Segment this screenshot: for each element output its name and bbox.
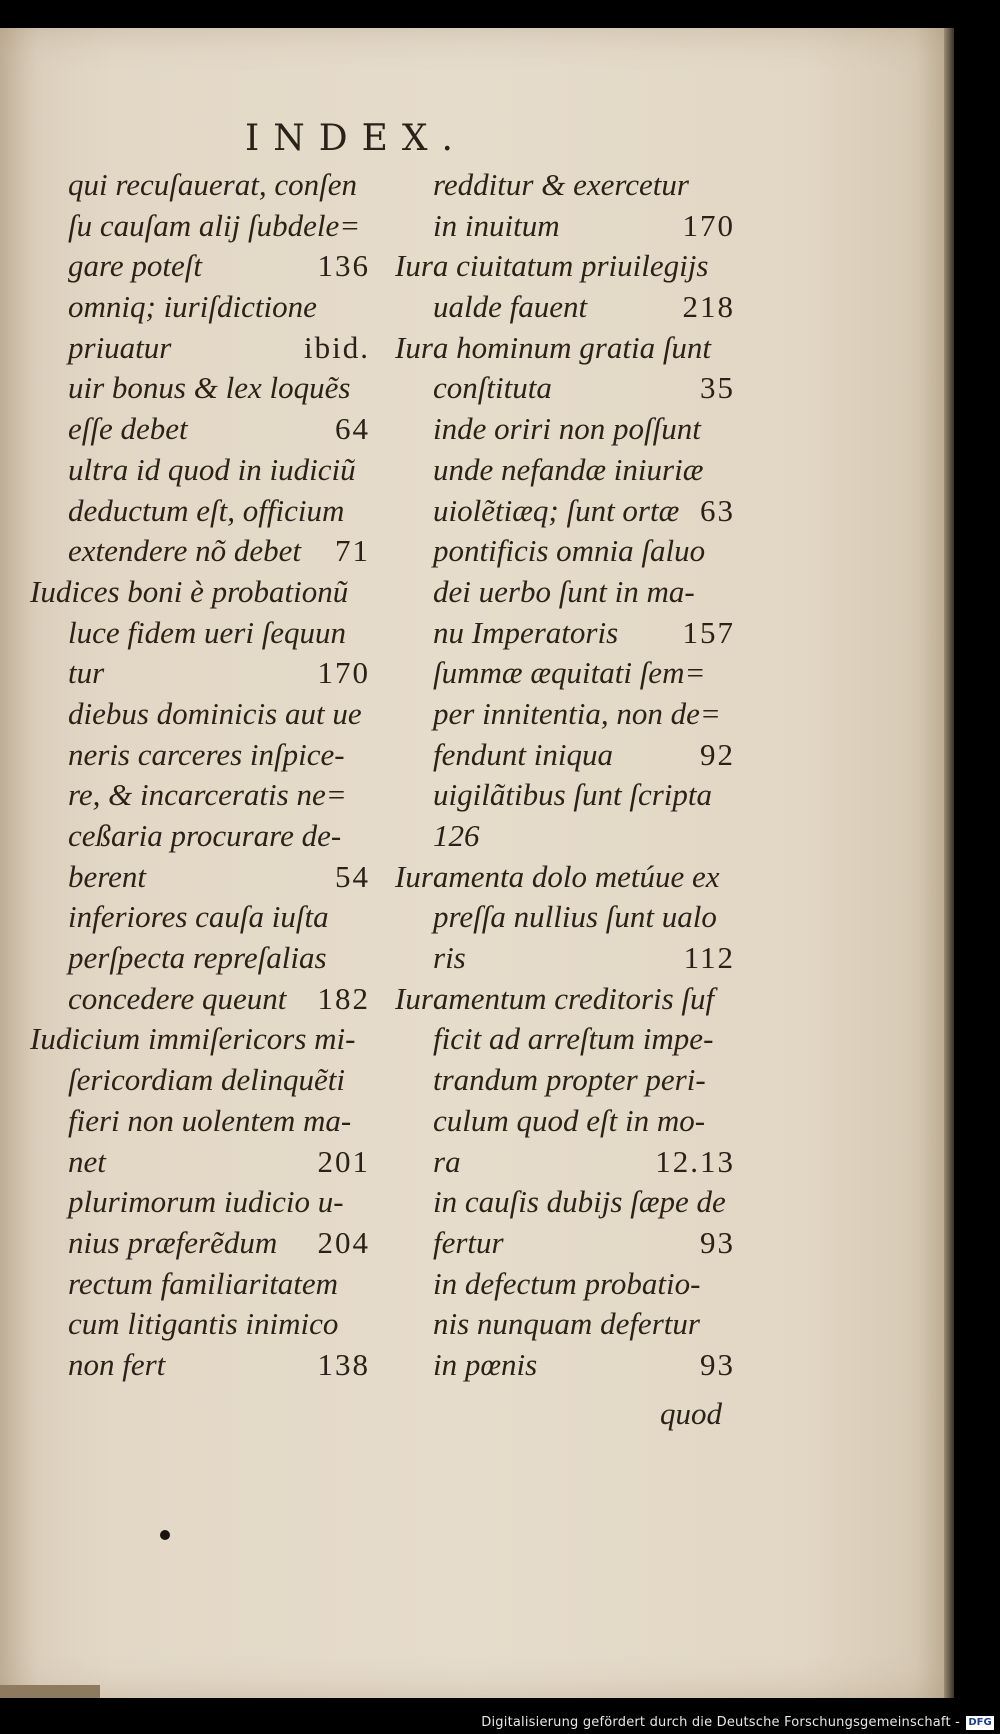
index-entry — [395, 165, 735, 206]
index-entry — [395, 1182, 735, 1223]
entry-text: in inuitum — [433, 207, 560, 243]
index-entry — [395, 450, 735, 491]
entry-text: fendunt iniqua — [433, 736, 613, 772]
page-edge — [944, 28, 954, 1698]
index-entry — [395, 653, 735, 694]
index-entry — [395, 1060, 735, 1101]
entry-page-number: 112 — [683, 940, 735, 976]
footer-credit: Digitalisierung gefördert durch die Deutsche Forschungsgemeinschaft - — [481, 1715, 960, 1730]
entry-page-number: 204 — [317, 1224, 370, 1260]
entry-text: inde oriri non poſſunt — [433, 411, 701, 447]
index-entry — [395, 246, 735, 287]
index-entry — [30, 653, 370, 694]
index-entry — [395, 775, 735, 816]
entry-text: ualde fauent — [433, 289, 588, 325]
entry-text: in cauſis dubijs ſæpe de — [433, 1184, 726, 1220]
entry-page-number: 170 — [317, 655, 370, 691]
entry-text: extendere nõ debet — [68, 533, 301, 569]
entry-text: ſummæ æquitati ſem= — [433, 655, 706, 691]
index-entry — [30, 1182, 370, 1223]
catchword: quod — [660, 1396, 722, 1431]
index-entry — [30, 328, 370, 369]
entry-page-number: 92 — [700, 736, 735, 772]
entry-page-number: 201 — [317, 1143, 370, 1179]
index-entry — [395, 857, 735, 898]
entry-text: nu Imperatoris — [433, 614, 619, 650]
entry-page-number: 136 — [317, 248, 370, 284]
index-entry — [395, 816, 735, 857]
entry-page-number: ibid. — [304, 329, 370, 365]
entry-text: Iura hominum gratia ſunt — [395, 329, 712, 365]
index-entry — [395, 938, 735, 979]
entry-page-number: 35 — [700, 370, 735, 406]
index-entry — [395, 206, 735, 247]
entry-page-number: 170 — [682, 207, 735, 243]
index-entry — [30, 368, 370, 409]
index-entry — [30, 206, 370, 247]
entry-page-number: 138 — [317, 1346, 370, 1382]
index-entry — [395, 531, 735, 572]
entry-page-number: 64 — [335, 411, 370, 447]
page-header: INDEX. — [245, 118, 467, 159]
entry-text: eſſe debet — [68, 411, 188, 447]
index-entry — [395, 1304, 735, 1345]
entry-text: net — [68, 1143, 106, 1179]
entry-text: pontificis omnia ſaluo — [433, 533, 706, 569]
index-entry — [30, 613, 370, 654]
entry-text: Iudicium immiſericors mi- — [30, 1021, 356, 1057]
entry-text: luce fidem ueri ſequun — [68, 614, 347, 650]
entry-text: Iudices boni è probationũ — [30, 573, 349, 609]
index-entry — [30, 735, 370, 776]
index-entry — [30, 857, 370, 898]
footer-bar — [0, 1698, 1000, 1734]
entry-text: ultra id quod in iudiciũ — [68, 451, 356, 487]
entry-text: redditur & exercetur — [433, 167, 689, 202]
index-entry — [395, 368, 735, 409]
entry-text: uir bonus & lex loquẽs — [68, 370, 351, 406]
index-entry — [395, 287, 735, 328]
entry-text: Iuramentum creditoris ſuf — [395, 980, 715, 1016]
entry-page-number: 218 — [682, 289, 735, 325]
index-entry — [395, 1019, 735, 1060]
entry-text: fieri non uolentem ma- — [68, 1102, 352, 1138]
entry-text: diebus dominicis aut ue — [68, 695, 362, 731]
index-entry — [395, 1264, 735, 1305]
index-entry — [30, 450, 370, 491]
entry-text: re, & incarceratis ne= — [68, 777, 347, 813]
entry-page-number: 71 — [335, 533, 370, 569]
entry-text: uigilãtibus ſunt ſcripta — [433, 777, 713, 813]
entry-text: inferiores cauſa iuſta — [68, 899, 329, 935]
entry-text: unde nefandæ iniuriæ — [433, 451, 704, 487]
entry-text: qui recuſauerat, conſen — [68, 167, 357, 202]
entry-text: preſſa nullius ſunt ualo — [433, 899, 717, 935]
entry-text: ſu cauſam alij ſubdele= — [68, 207, 361, 243]
index-entry — [30, 897, 370, 938]
entry-text: ra — [433, 1143, 461, 1179]
entry-text: ceßaria procurare de- — [68, 818, 342, 853]
index-entry — [395, 735, 735, 776]
dfg-logo: DFG — [966, 1716, 994, 1730]
index-entry — [395, 979, 735, 1020]
index-entry — [30, 491, 370, 532]
entry-text: nis nunquam defertur — [433, 1306, 700, 1342]
entry-text: cum litigantis inimico — [68, 1306, 339, 1342]
entry-text: rectum familiaritatem — [68, 1265, 339, 1301]
entry-text: ficit ad arreſtum impe- — [433, 1021, 714, 1057]
index-entry — [30, 1304, 370, 1345]
entry-text: concedere queunt — [68, 980, 287, 1016]
index-entry — [30, 1101, 370, 1142]
index-entry — [30, 531, 370, 572]
index-entry — [395, 409, 735, 450]
entry-page-number: 157 — [682, 614, 735, 650]
entry-page-number: 12.13 — [655, 1143, 735, 1179]
entry-text: in defectum probatio- — [433, 1265, 701, 1301]
index-entry — [395, 491, 735, 532]
index-entry — [30, 165, 370, 206]
entry-text: deductum eſt, officium — [68, 492, 345, 528]
entry-page-number: 93 — [700, 1224, 735, 1260]
index-entry — [30, 979, 370, 1020]
index-entry — [30, 1345, 370, 1386]
entry-text: trandum propter peri- — [433, 1062, 706, 1098]
index-entry — [30, 1019, 370, 1060]
entry-page-number: 63 — [700, 492, 735, 528]
entry-text: non fert — [68, 1346, 166, 1382]
index-entry — [30, 287, 370, 328]
entry-page-number: 93 — [700, 1346, 735, 1382]
index-entry — [30, 694, 370, 735]
index-entry — [30, 1060, 370, 1101]
entry-text: berent — [68, 858, 147, 894]
index-entry — [30, 246, 370, 287]
entry-text: ſericordiam delinquẽti — [68, 1062, 345, 1098]
entry-text: in pœnis — [433, 1346, 538, 1382]
entry-text: uiolẽtiæq; ſunt ortæ — [433, 492, 680, 528]
entry-text: gare poteſt — [68, 248, 203, 284]
index-entry — [395, 1345, 735, 1386]
index-column-left — [30, 165, 370, 1386]
index-entry — [30, 572, 370, 613]
index-entry — [395, 328, 735, 369]
index-entry — [395, 1142, 735, 1183]
entry-text: tur — [68, 655, 105, 691]
entry-text: fertur — [433, 1224, 504, 1260]
entry-text: neris carceres inſpice- — [68, 736, 345, 772]
entry-text: priuatur — [68, 329, 172, 365]
entry-text: ris — [433, 940, 466, 976]
index-entry — [30, 1264, 370, 1305]
entry-text: 126 — [433, 818, 480, 853]
entry-page-number: 182 — [317, 980, 370, 1016]
ink-dot — [160, 1530, 170, 1540]
index-entry — [30, 1142, 370, 1183]
index-entry — [395, 1101, 735, 1142]
index-entry — [30, 409, 370, 450]
index-entry — [395, 694, 735, 735]
index-entry — [395, 613, 735, 654]
entry-text: nius præferẽdum — [68, 1224, 278, 1260]
index-entry — [30, 816, 370, 857]
entry-text: plurimorum iudicio u- — [68, 1184, 344, 1220]
index-entry — [395, 897, 735, 938]
entry-text: omniq; iuriſdictione — [68, 289, 317, 325]
entry-text: dei uerbo ſunt in ma- — [433, 573, 695, 609]
entry-text: Iura ciuitatum priuilegijs — [395, 248, 709, 284]
entry-page-number: 54 — [335, 858, 370, 894]
entry-text: Iuramenta dolo metúue ex — [395, 858, 720, 894]
index-column-right — [395, 165, 735, 1386]
entry-text: perſpecta repreſalias — [68, 940, 327, 976]
index-entry — [30, 1223, 370, 1264]
index-entry — [30, 938, 370, 979]
entry-text: culum quod eſt in mo- — [433, 1102, 706, 1138]
index-entry — [30, 775, 370, 816]
index-entry — [395, 1223, 735, 1264]
index-entry — [395, 572, 735, 613]
entry-text: conſtituta — [433, 370, 552, 406]
entry-text: per innitentia, non de= — [433, 695, 721, 731]
